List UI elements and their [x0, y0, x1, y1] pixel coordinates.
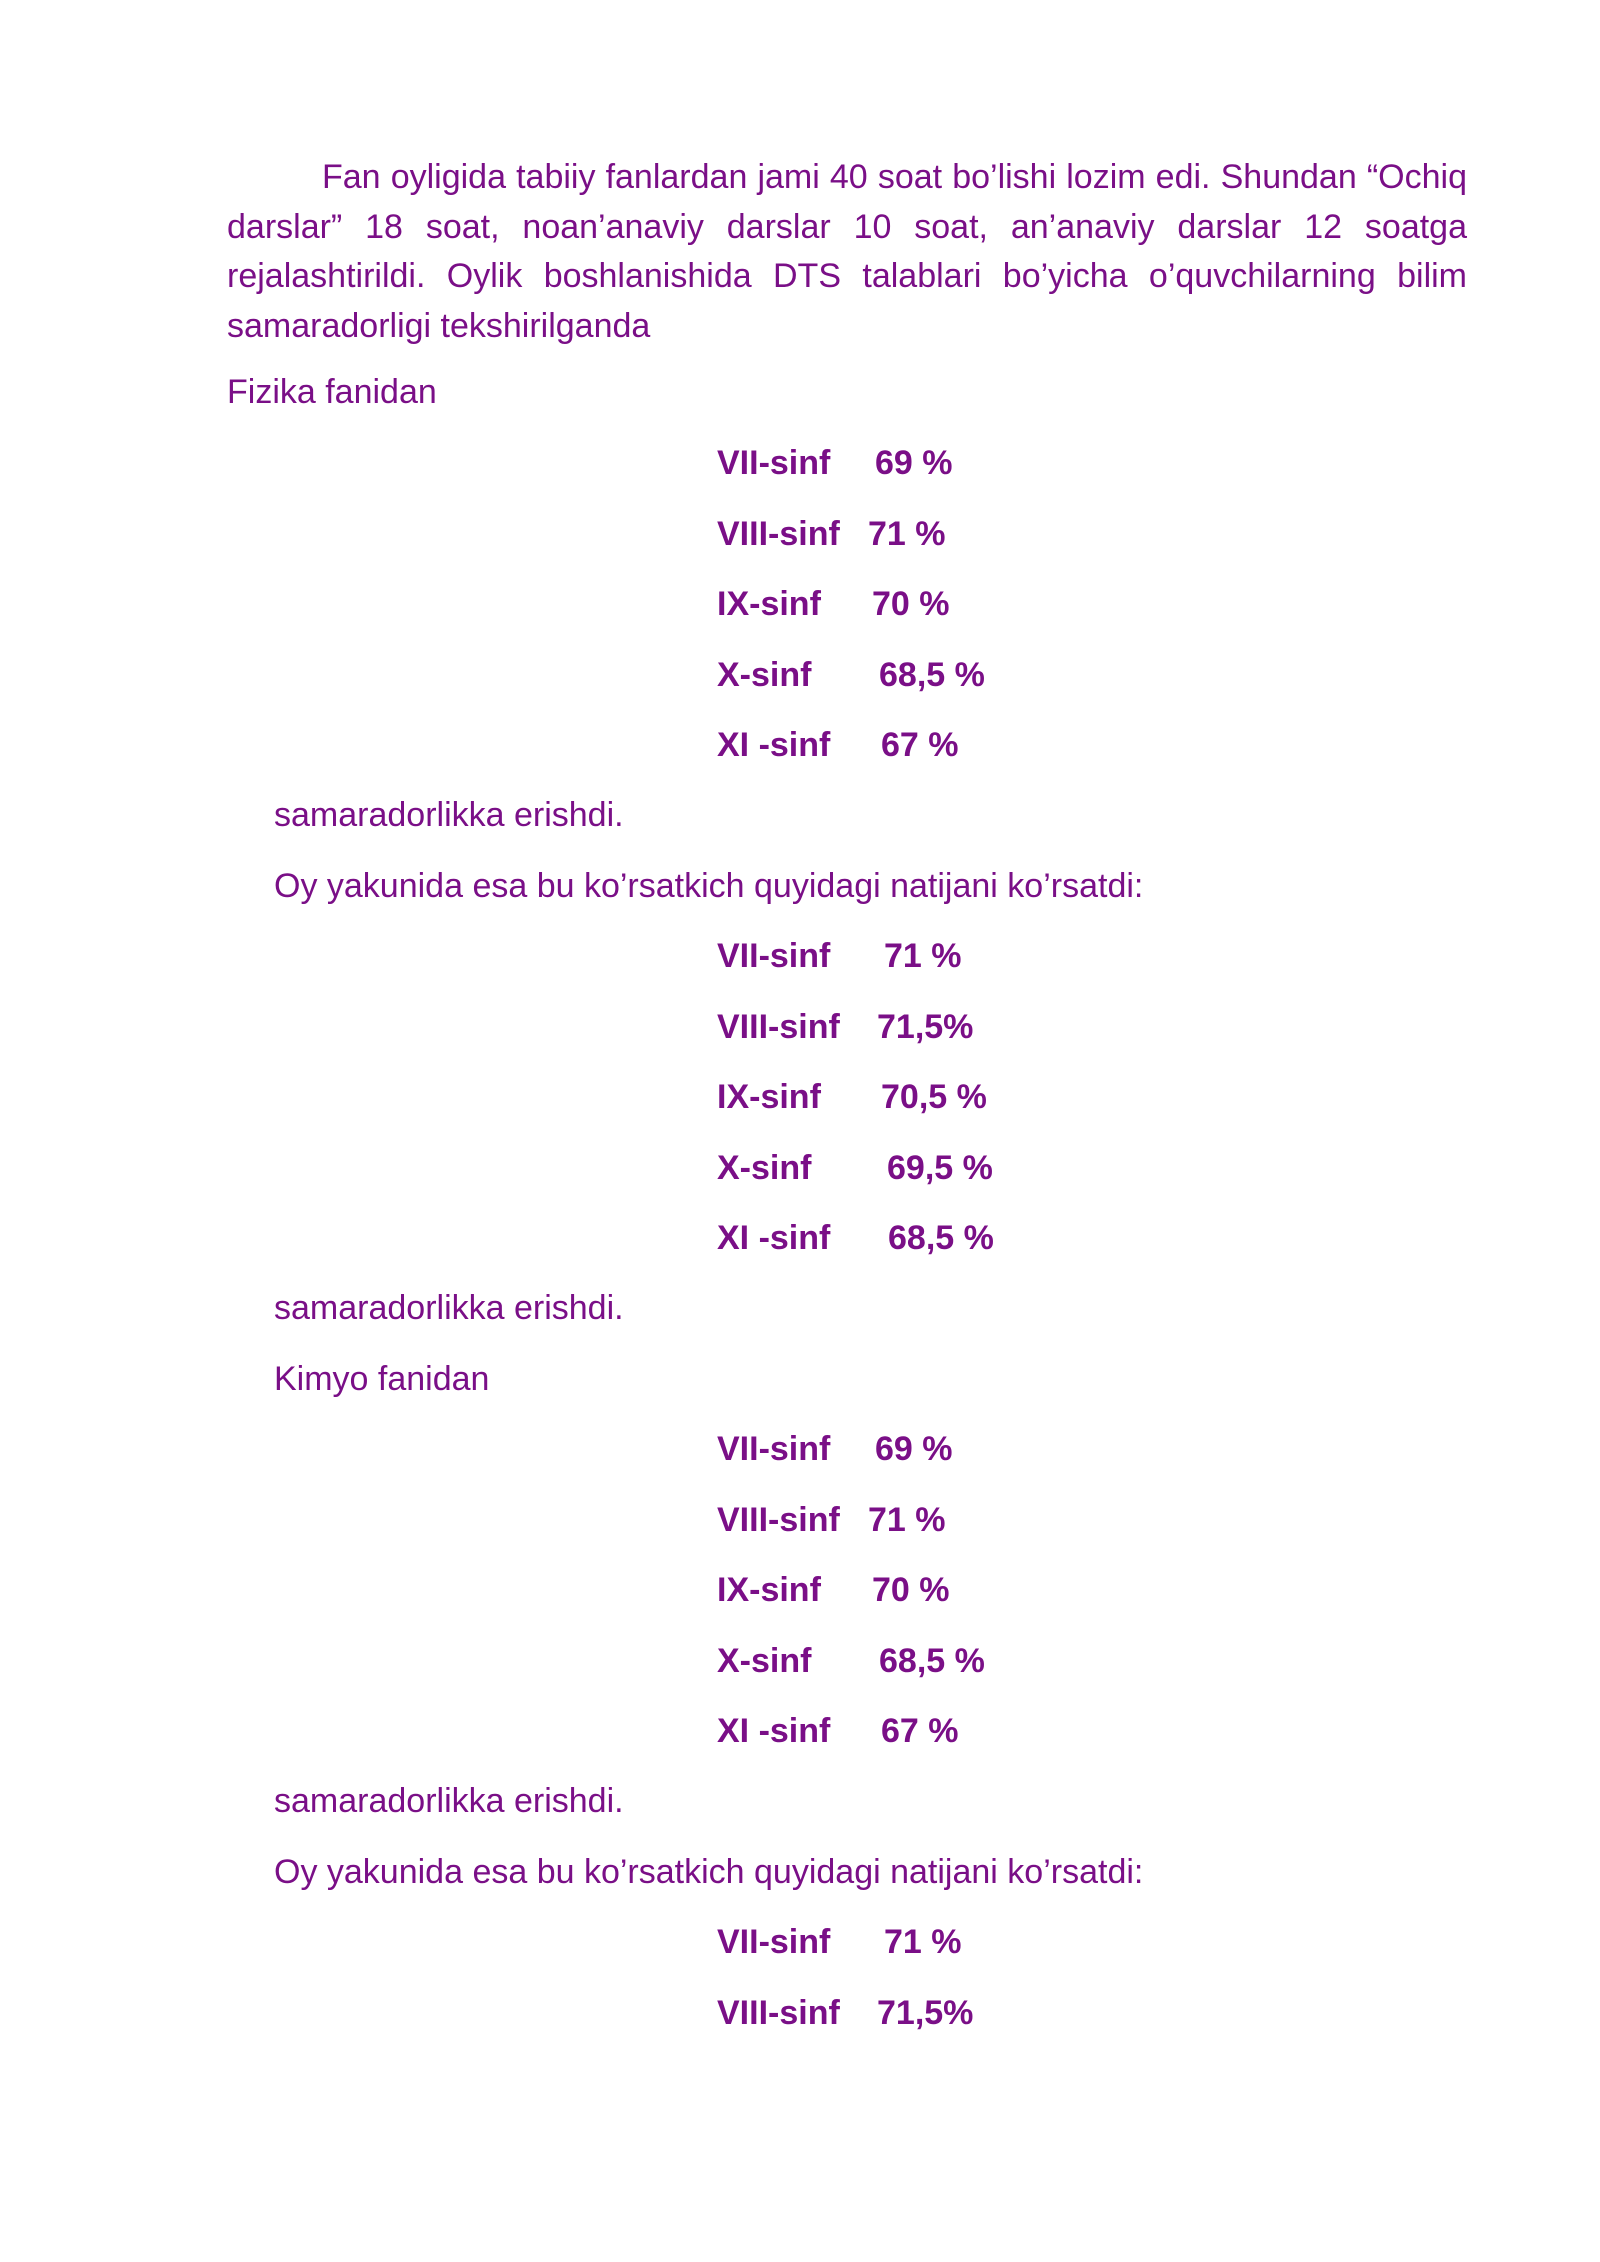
class-value: 71,5% — [877, 1994, 974, 2032]
class-label: VII-sinf — [717, 1430, 831, 1468]
class-value: 69 % — [875, 444, 953, 482]
class-label: VII-sinf — [717, 937, 831, 975]
result-text: samaradorlikka erishdi. — [274, 1289, 624, 1327]
class-value: 68,5 % — [888, 1219, 994, 1257]
result-text: samaradorlikka erishdi. — [274, 1782, 624, 1820]
intro-paragraph — [227, 153, 1467, 351]
class-value: 71 % — [868, 1501, 946, 1539]
class-value: 71 % — [884, 1923, 962, 1961]
class-value: 68,5 % — [879, 1642, 985, 1680]
class-label: X-sinf — [717, 1642, 812, 1680]
fizika-heading: Fizika fanidan — [227, 373, 437, 411]
class-value: 71 % — [884, 937, 962, 975]
result-text: samaradorlikka erishdi. — [274, 796, 624, 834]
kimyo-heading: Kimyo fanidan — [274, 1360, 490, 1398]
class-label: IX-sinf — [717, 585, 821, 623]
class-label: X-sinf — [717, 1149, 812, 1187]
class-label: X-sinf — [717, 656, 812, 694]
class-label: VIII-sinf — [717, 1008, 840, 1046]
class-label: VIII-sinf — [717, 515, 840, 553]
class-value: 71,5% — [877, 1008, 974, 1046]
class-label: VII-sinf — [717, 1923, 831, 1961]
month-end-text: Oy yakunida esa bu ko’rsatkich quyidagi natijani ko’rsatdi: — [274, 867, 1144, 905]
class-label: XI -sinf — [717, 1712, 831, 1750]
class-value: 67 % — [881, 726, 959, 764]
class-label: VIII-sinf — [717, 1501, 840, 1539]
class-label: VII-sinf — [717, 444, 831, 482]
class-label: VIII-sinf — [717, 1994, 840, 2032]
class-label: XI -sinf — [717, 1219, 831, 1257]
class-label: XI -sinf — [717, 726, 831, 764]
class-value: 70,5 % — [881, 1078, 987, 1116]
class-value: 68,5 % — [879, 656, 985, 694]
class-value: 69 % — [875, 1430, 953, 1468]
class-value: 71 % — [868, 515, 946, 553]
class-label: IX-sinf — [717, 1078, 821, 1116]
class-value: 69,5 % — [887, 1149, 993, 1187]
class-value: 67 % — [881, 1712, 959, 1750]
class-value: 70 % — [872, 1571, 950, 1609]
intro-text: Fan oyligida tabiiy fanlardan jami 40 soat bo’lishi lozim edi. Shundan “Ochiq darslar” 18 soat, noan’anaviy darslar 10 soat, an’anaviy darslar 12 soatga rejalashtirildi. Oylik boshlanishida DTS talablari bo’yicha o’quvchilarning bilim samaradorligi tekshirilganda — [227, 158, 1467, 345]
month-end-text: Oy yakunida esa bu ko’rsatkich quyidagi natijani ko’rsatdi: — [274, 1853, 1144, 1891]
class-value: 70 % — [872, 585, 950, 623]
class-label: IX-sinf — [717, 1571, 821, 1609]
